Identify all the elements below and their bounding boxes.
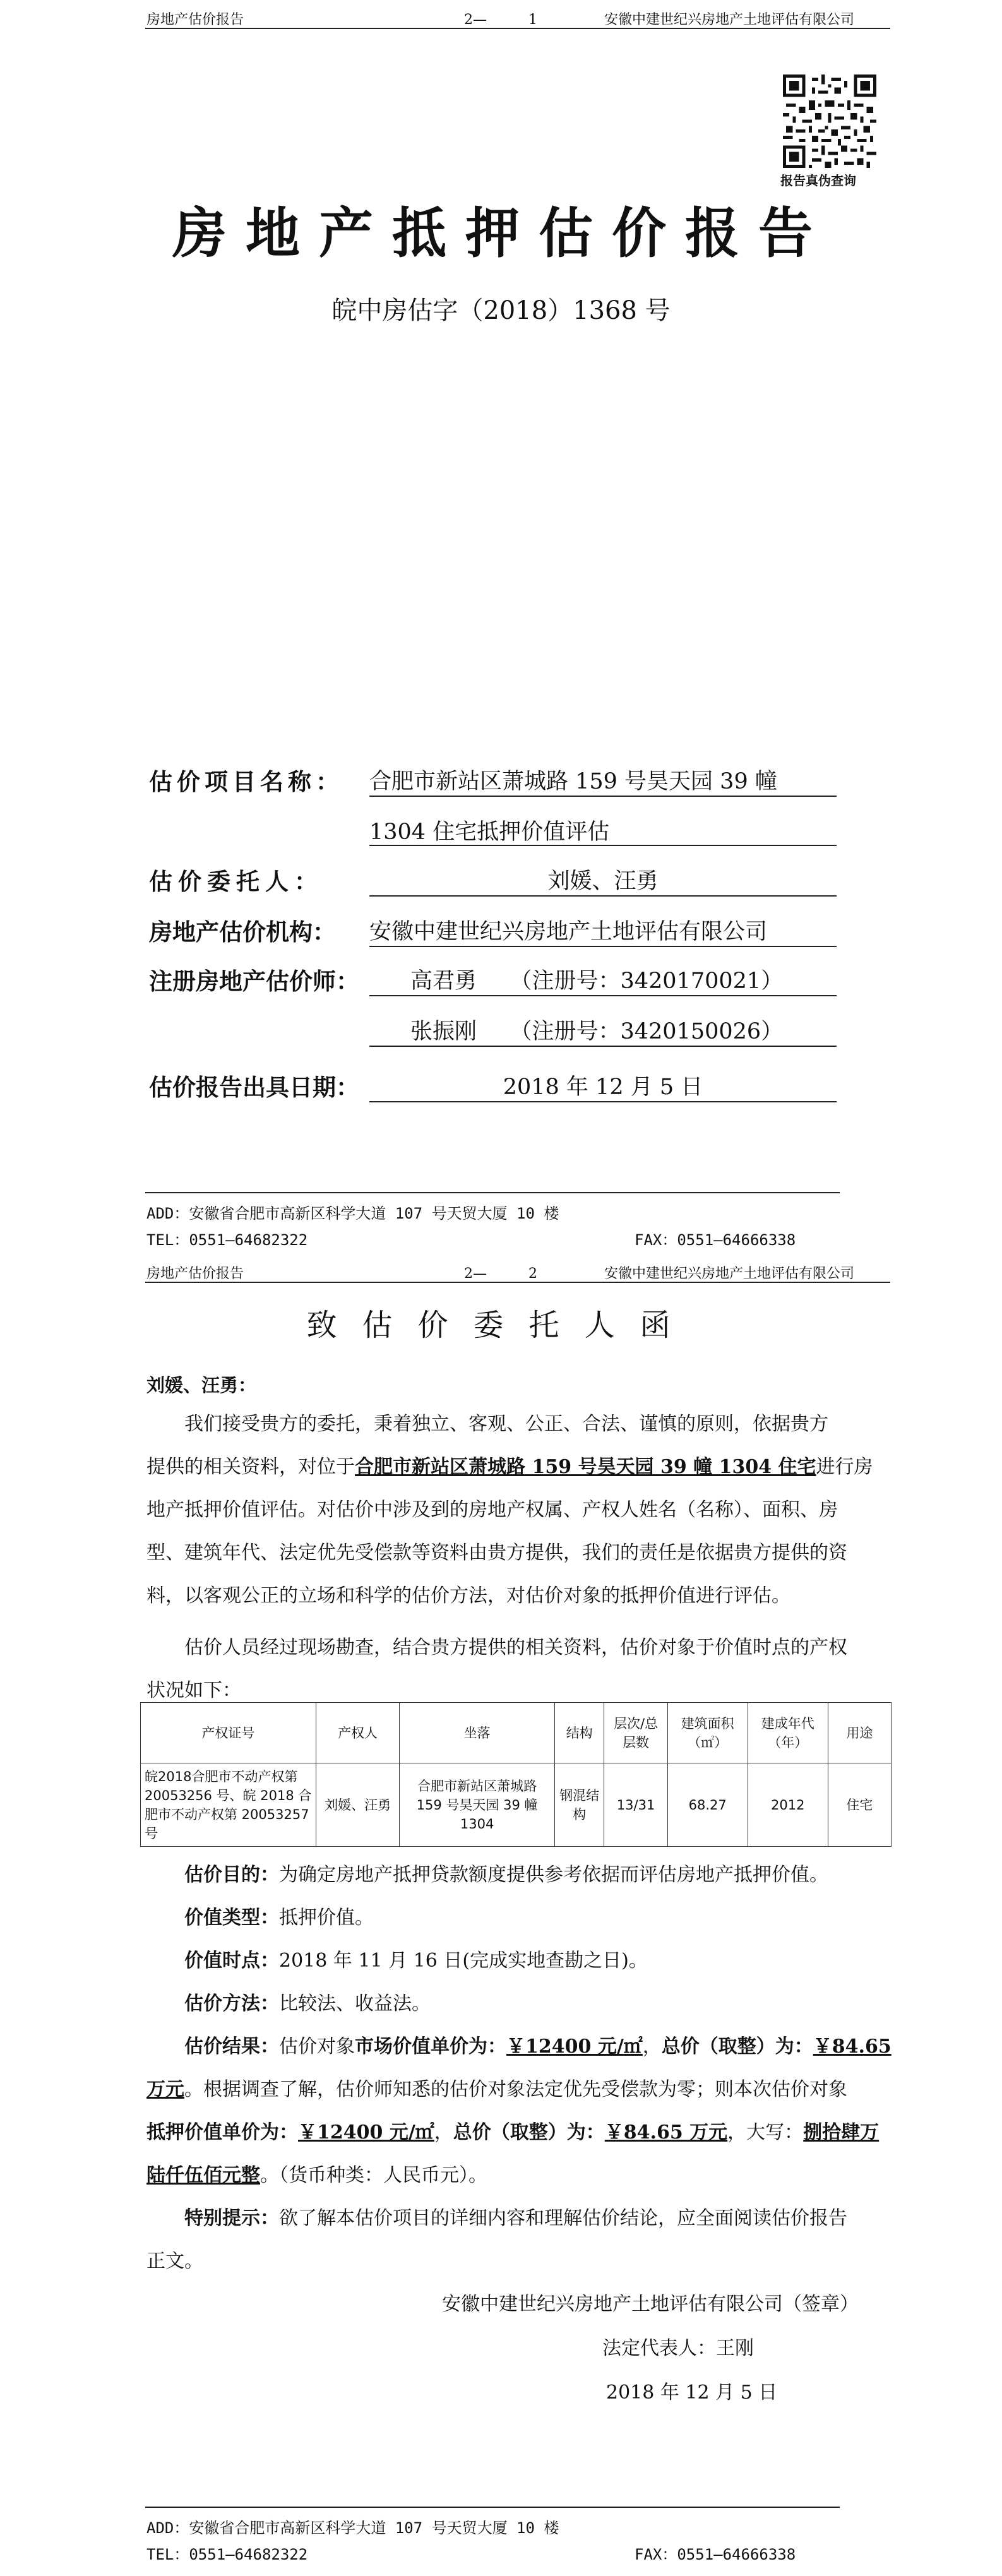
project-underline-2 bbox=[369, 845, 837, 846]
result-total-label: 总价（取整）为： bbox=[661, 2036, 813, 2058]
appraiser-2: 张振刚 （注册号：3420150026） bbox=[410, 1019, 784, 1044]
purpose-label: 估价目的： bbox=[184, 1864, 279, 1886]
cell-owner: 刘媛、汪勇 bbox=[316, 1763, 399, 1847]
cell-location: 合肥市新站区萧城路 159 号昊天园 39 幢 1304 bbox=[400, 1763, 555, 1847]
result-market-unit-price: ￥12400 元/㎡ bbox=[506, 2036, 643, 2058]
header-page-number: 2— 2 bbox=[464, 1266, 537, 1282]
special-note bbox=[146, 2197, 898, 2283]
header-page-number: 2— 1 bbox=[464, 12, 537, 28]
appraiser-1: 高君勇 （注册号：3420170021） bbox=[410, 969, 784, 994]
footer-rule bbox=[145, 2507, 840, 2508]
type-line bbox=[184, 1897, 374, 1940]
header-rule bbox=[145, 1282, 890, 1283]
footer-tel: TEL：0551—64682322 bbox=[146, 1231, 308, 1249]
cell-year: 2012 bbox=[748, 1763, 828, 1847]
footer-tel: TEL：0551—64682322 bbox=[146, 2546, 308, 2563]
cell-floor: 13/31 bbox=[604, 1763, 667, 1847]
appraiser-label: 注册房地产估价师： bbox=[149, 967, 359, 995]
header-left: 房地产估价报告 bbox=[146, 12, 244, 28]
timepoint-value: 2018 年 11 月 16 日(完成实地查勘之日)。 bbox=[279, 1950, 648, 1972]
table-row bbox=[141, 1763, 892, 1847]
client-label: 估价委托人： bbox=[149, 868, 323, 895]
method-label: 估价方法： bbox=[184, 1993, 279, 2015]
signature-representative: 法定代表人：王刚 bbox=[602, 2337, 754, 2359]
th-area: 建筑面积（㎡） bbox=[667, 1703, 748, 1763]
letter-title: 致估价委托人函 bbox=[306, 1308, 696, 1343]
special-label: 特别提示： bbox=[184, 2207, 279, 2229]
intro-line-2-post: 进行房 bbox=[816, 1456, 873, 1478]
result-label: 估价结果： bbox=[184, 2036, 279, 2058]
result-text: 估价对象 bbox=[279, 2036, 355, 2058]
project-name-label: 估价项目名称： bbox=[149, 768, 343, 796]
survey-line-2: 状况如下： bbox=[146, 1679, 241, 1702]
result-line-4 bbox=[146, 2154, 898, 2197]
th-year: 建成年代（年） bbox=[748, 1703, 828, 1763]
footer-address: ADD：安徽省合肥市高新区科学大道 107 号天贸大厦 10 楼 bbox=[146, 1205, 559, 1222]
result-mortgage-total-chinese-cont: 陆仟伍佰元整 bbox=[146, 2164, 260, 2186]
result-text: ，大写： bbox=[727, 2121, 804, 2144]
issue-date-value: 2018 年 12 月 5 日 bbox=[503, 1075, 703, 1100]
intro-line-2 bbox=[146, 1446, 892, 1489]
result-text: ， bbox=[434, 2121, 453, 2144]
table-header-row bbox=[141, 1703, 892, 1763]
method-value: 比较法、收益法。 bbox=[279, 1993, 431, 2015]
result-mortgage-unit-price: ￥12400 元/㎡ bbox=[298, 2121, 434, 2144]
result-mortgage-total-chinese: 捌拾肆万 bbox=[803, 2121, 880, 2144]
th-owner: 产权人 bbox=[316, 1703, 399, 1763]
report-number: 皖中房估字（2018）1368 号 bbox=[331, 296, 671, 325]
result-text: 。根据调查了解，估价师知悉的估价对象法定优先受偿款为零；则本次估价对象 bbox=[184, 2078, 847, 2101]
survey-line-1: 估价人员经过现场勘查，结合贵方提供的相关资料，估价对象于价值时点的产权 bbox=[184, 1637, 847, 1659]
survey-paragraph bbox=[146, 1626, 892, 1712]
footer-fax: FAX：0551—64666338 bbox=[635, 1231, 796, 1249]
th-location: 坐落 bbox=[400, 1703, 555, 1763]
header-left: 房地产估价报告 bbox=[146, 1266, 244, 1282]
project-name-line-1: 合肥市新站区萧城路 159 号昊天园 39 幢 bbox=[369, 769, 777, 794]
qr-code-icon bbox=[783, 75, 876, 168]
type-label: 价值类型： bbox=[184, 1907, 279, 1929]
cell-usage: 住宅 bbox=[828, 1763, 891, 1847]
result-mortgage-total-label: 总价（取整）为： bbox=[453, 2121, 605, 2144]
footer-address: ADD：安徽省合肥市高新区科学大道 107 号天贸大厦 10 楼 bbox=[146, 2519, 559, 2537]
cell-area: 68.27 bbox=[667, 1763, 748, 1847]
result-text: ， bbox=[642, 2036, 662, 2058]
property-table bbox=[140, 1702, 892, 1847]
agency-underline bbox=[369, 946, 837, 947]
intro-line-5: 料，以客观公正的立场和科学的估价方法，对估价对象的抵押价值进行评估。 bbox=[146, 1585, 790, 1607]
result-line-3 bbox=[146, 2111, 898, 2154]
result-text: 。（货币种类：人民币元）。 bbox=[260, 2164, 487, 2186]
purpose-line bbox=[184, 1854, 892, 1897]
result-mortgage-unit-label: 抵押价值单价为： bbox=[146, 2121, 298, 2144]
header-right: 安徽中建世纪兴房地产土地评估有限公司 bbox=[604, 12, 855, 28]
client-value: 刘媛、汪勇 bbox=[547, 869, 659, 894]
th-floor: 层次/总层数 bbox=[604, 1703, 667, 1763]
type-value: 抵押价值。 bbox=[279, 1907, 374, 1929]
result-market-total-unit: 万元 bbox=[146, 2078, 184, 2101]
header-right: 安徽中建世纪兴房地产土地评估有限公司 bbox=[604, 1266, 855, 1282]
footer-rule bbox=[145, 1192, 840, 1193]
purpose-value: 为确定房地产抵押贷款额度提供参考依据而评估房地产抵押价值。 bbox=[279, 1864, 828, 1886]
qr-caption: 报告真伪查询 bbox=[780, 173, 856, 188]
intro-paragraph bbox=[146, 1403, 892, 1618]
th-usage: 用途 bbox=[828, 1703, 891, 1763]
issue-date-label: 估价报告出具日期： bbox=[149, 1073, 359, 1101]
special-line-2: 正文。 bbox=[146, 2250, 203, 2272]
agency-label: 房地产估价机构： bbox=[149, 918, 336, 946]
intro-line-2-pre: 提供的相关资料，对位于 bbox=[146, 1456, 355, 1478]
cell-structure: 钢混结构 bbox=[554, 1763, 604, 1847]
agency-value: 安徽中建世纪兴房地产土地评估有限公司 bbox=[369, 919, 768, 945]
result-market-total: ￥84.65 bbox=[813, 2036, 892, 2058]
timepoint-line bbox=[184, 1940, 648, 1983]
result-unit-price-label: 市场价值单价为： bbox=[355, 2036, 506, 2058]
salutation: 刘媛、汪勇： bbox=[146, 1374, 257, 1396]
intro-line-4: 型、建筑年代、法定优先受偿款等资料由贵方提供，我们的责任是依据贵方提供的资 bbox=[146, 1542, 847, 1564]
th-structure: 结构 bbox=[554, 1703, 604, 1763]
intro-line-3: 地产抵押价值评估。对估价中涉及到的房地产权属、产权人姓名（名称）、面积、房 bbox=[146, 1499, 838, 1521]
issue-date-underline bbox=[369, 1101, 837, 1102]
th-cert: 产权证号 bbox=[141, 1703, 316, 1763]
footer-fax: FAX：0551—64666338 bbox=[635, 2546, 796, 2563]
result-paragraph bbox=[146, 2025, 898, 2197]
intro-line-1: 我们接受贵方的委托，秉着独立、客观、公正、合法、谨慎的原则，依据贵方 bbox=[184, 1413, 828, 1435]
cell-cert: 皖2018合肥市不动产权第 20053256 号、皖 2018 合肥市不动产权第 20053257 号 bbox=[141, 1763, 316, 1847]
result-line-1 bbox=[146, 2025, 898, 2068]
result-mortgage-total: ￥84.65 万元 bbox=[604, 2121, 728, 2144]
header-rule bbox=[145, 28, 890, 29]
report-title: 房地产抵押估价报告 bbox=[172, 201, 832, 265]
signature-company: 安徽中建世纪兴房地产土地评估有限公司（签章） bbox=[442, 2293, 859, 2315]
special-text: 欲了解本估价项目的详细内容和理解估价结论，应全面阅读估价报告 bbox=[279, 2207, 847, 2229]
client-underline bbox=[369, 895, 837, 897]
special-line-1 bbox=[146, 2197, 898, 2240]
signature-date: 2018 年 12 月 5 日 bbox=[606, 2382, 778, 2404]
project-underline-1 bbox=[369, 796, 837, 797]
appraiser-underline-2 bbox=[369, 1046, 837, 1047]
property-address: 合肥市新站区萧城路 159 号昊天园 39 幢 1304 住宅 bbox=[355, 1456, 816, 1478]
appraiser-underline-1 bbox=[369, 995, 837, 996]
result-line-2 bbox=[146, 2068, 898, 2111]
method-line bbox=[184, 1983, 431, 2025]
project-name-line-2: 1304 住宅抵押价值评估 bbox=[369, 820, 610, 845]
timepoint-label: 价值时点： bbox=[184, 1950, 279, 1972]
